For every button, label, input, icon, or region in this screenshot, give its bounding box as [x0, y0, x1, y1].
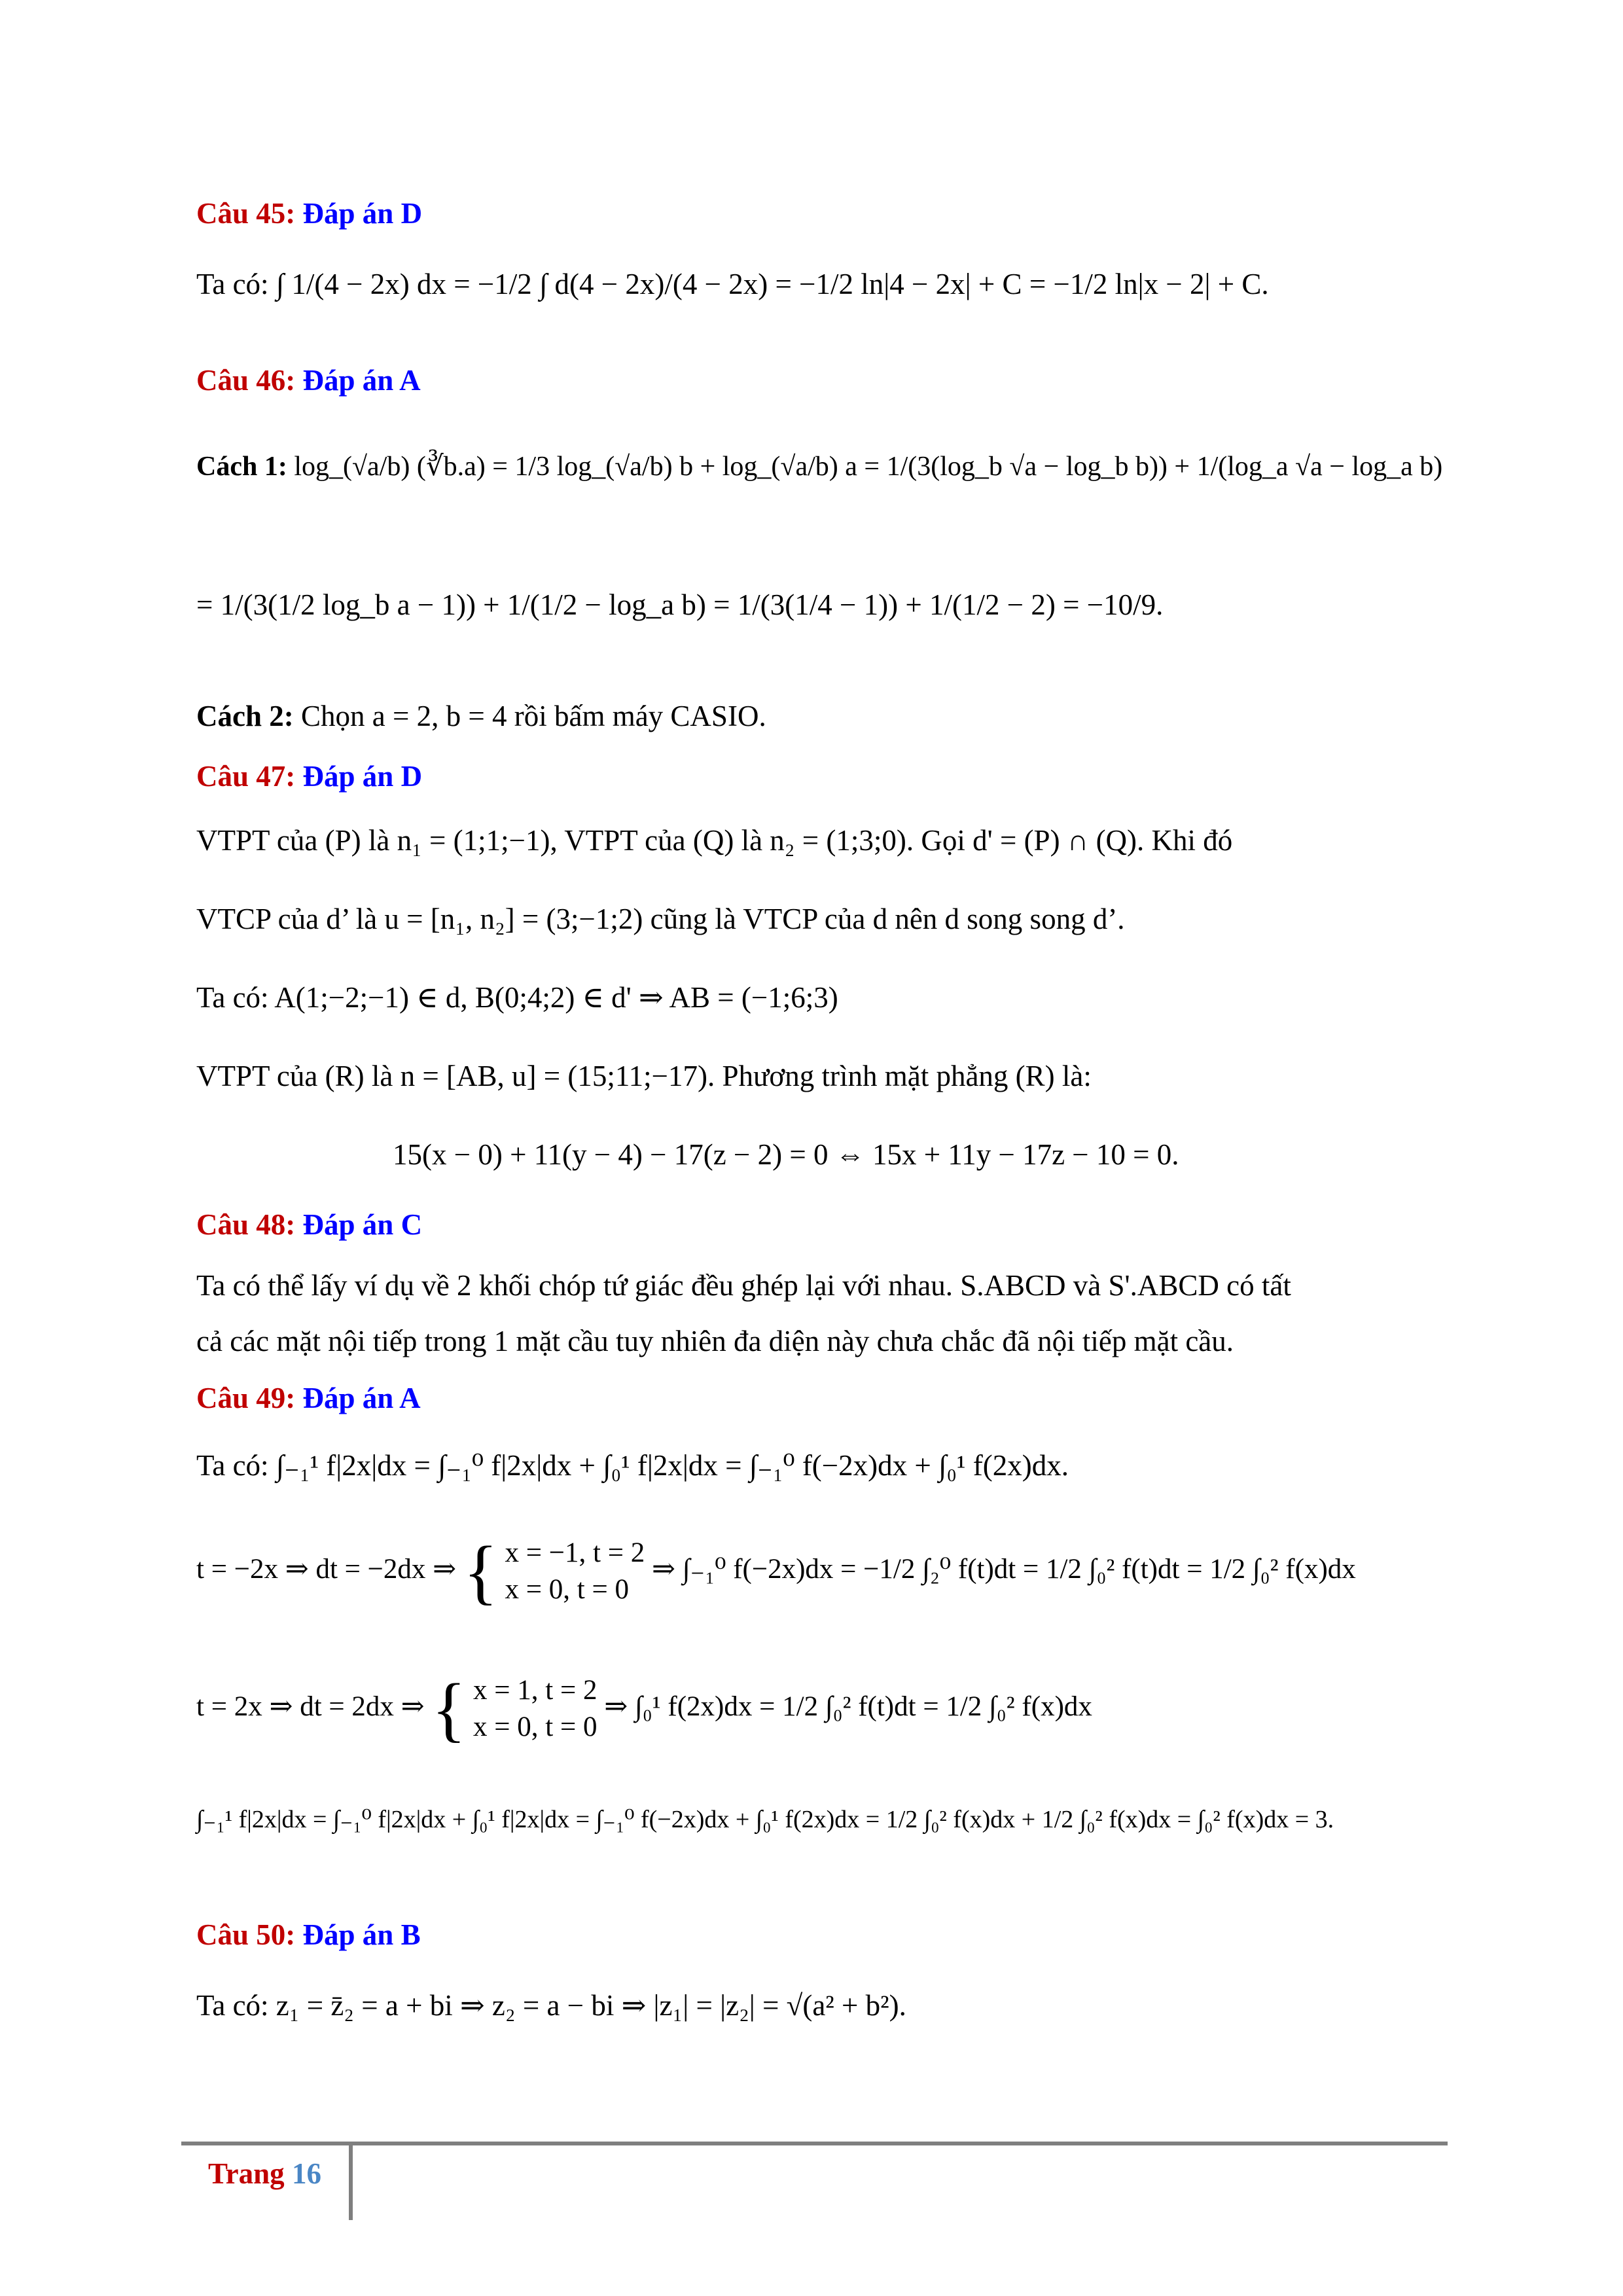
substitution-text: t = 2x ⇒ dt = 2dx ⇒	[196, 1691, 425, 1722]
q49-line-1	[196, 1450, 1069, 1482]
left-brace-icon: {	[431, 1668, 467, 1749]
math-formula: z₁ = z̄₂ = a + bi ⇒ z₂ = a − bi ⇒ |z₁| = |z₂| = √(a² + b²).	[276, 1989, 906, 2022]
method-label: Cách 1:	[196, 452, 287, 482]
answer-label: Đáp án D	[302, 197, 423, 230]
q49-line-2	[196, 1531, 1356, 1611]
page-number: 16	[291, 2157, 321, 2190]
substitution-system	[473, 1672, 597, 1746]
method-text: Chọn a = 2, b = 4 rồi bấm máy CASIO.	[300, 700, 766, 732]
substitution-system	[505, 1535, 645, 1608]
intro-text: Ta có:	[196, 1989, 269, 2022]
question-50-heading	[196, 1918, 421, 1952]
page-footer	[208, 2157, 321, 2191]
system-row: x = −1, t = 2	[505, 1537, 645, 1568]
question-label: Câu 48:	[196, 1208, 296, 1241]
question-label: Câu 46:	[196, 364, 296, 397]
answer-label: Đáp án B	[302, 1918, 421, 1951]
question-47-heading	[196, 759, 422, 793]
q47-line-2: VTCP của d’ là u = [n₁, n₂] = (3;−1;2) cũng là VTCP của d nên d song song d’.	[196, 903, 1125, 935]
question-48-heading	[196, 1208, 422, 1242]
q47-line-5: 15(x − 0) + 11(y − 4) − 17(z − 2) = 0 ⇔ 15x + 11y − 17z − 10 = 0.	[393, 1138, 1179, 1171]
math-formula: log_(√a/b) (∛b.a) = 1/3 log_(√a/b) b + log_(√a/b) a = 1/(3(log_b √a − log_b b)) + 1/(log_a √a − log_a b)	[294, 452, 1443, 482]
math-formula: ∫₋₁¹ f|2x|dx = ∫₋₁⁰ f|2x|dx + ∫₀¹ f|2x|dx = ∫₋₁⁰ f(−2x)dx + ∫₀¹ f(2x)dx.	[276, 1449, 1069, 1482]
footer-label: Trang	[208, 2157, 285, 2190]
intro-text: Ta có:	[196, 1449, 269, 1482]
q46-method-2	[196, 700, 766, 733]
system-row: x = 0, t = 0	[505, 1573, 629, 1605]
system-row: x = 1, t = 2	[473, 1675, 597, 1706]
answer-label: Đáp án D	[302, 760, 423, 793]
system-row: x = 0, t = 0	[473, 1711, 597, 1742]
question-label: Câu 47:	[196, 760, 296, 793]
q46-method-1	[196, 452, 1442, 482]
math-formula: = 1/(3(1/2 log_b a − 1)) + 1/(1/2 − log_a b) = 1/(3(1/4 − 1)) + 1/(1/2 − 2) = −10/9.	[196, 588, 1164, 621]
math-formula: ⇒ ∫₀¹ f(2x)dx = 1/2 ∫₀² f(t)dt = 1/2 ∫₀² f(x)dx	[604, 1691, 1092, 1722]
q50-solution	[196, 1990, 906, 2022]
question-45-heading	[196, 196, 422, 230]
answer-label: Đáp án C	[302, 1208, 423, 1241]
footer-rule	[181, 2142, 1448, 2145]
question-label: Câu 50:	[196, 1918, 296, 1951]
footer-divider	[349, 2142, 353, 2220]
math-formula: ∫ 1/(4 − 2x) dx = −1/2 ∫ d(4 − 2x)/(4 − 2x) = −1/2 ln|4 − 2x| + C = −1/2 ln|x − 2| + C.	[276, 268, 1269, 300]
substitution-text: t = −2x ⇒ dt = −2dx ⇒	[196, 1553, 457, 1585]
math-formula: ⇒ ∫₋₁⁰ f(−2x)dx = −1/2 ∫₂⁰ f(t)dt = 1/2 ∫₀² f(t)dt = 1/2 ∫₀² f(x)dx	[651, 1553, 1356, 1585]
answer-label: Đáp án A	[302, 1382, 421, 1414]
q49-line-3	[196, 1668, 1092, 1749]
q46-method-1-continued	[196, 589, 1163, 622]
question-49-heading	[196, 1381, 421, 1415]
q45-solution	[196, 268, 1269, 301]
q47-line-3: Ta có: A(1;−2;−1) ∈ d, B(0;4;2) ∈ d' ⇒ AB = (−1;6;3)	[196, 981, 838, 1014]
q48-line-1: Ta có thể lấy ví dụ về 2 khối chóp tứ giác đều ghép lại với nhau. S.ABCD và S'.ABCD có tất	[196, 1269, 1291, 1302]
answer-label: Đáp án A	[302, 364, 421, 397]
q47-line-1: VTPT của (P) là n₁ = (1;1;−1), VTPT của (Q) là n₂ = (1;3;0). Gọi d' = (P) ∩ (Q). Khi đó	[196, 824, 1233, 857]
q48-line-2: cả các mặt nội tiếp trong 1 mặt cầu tuy nhiên đa diện này chưa chắc đã nội tiếp mặt cầu.	[196, 1325, 1234, 1357]
q49-line-4: ∫₋₁¹ f|2x|dx = ∫₋₁⁰ f|2x|dx + ∫₀¹ f|2x|dx = ∫₋₁⁰ f(−2x)dx + ∫₀¹ f(2x)dx = 1/2 ∫₀² f(x)dx + 1/2 ∫₀² f(x)dx = ∫₀² f(x)dx = 3.	[196, 1806, 1334, 1833]
q47-line-4: VTPT của (R) là n = [AB, u] = (15;11;−17). Phương trình mặt phẳng (R) là:	[196, 1060, 1092, 1092]
intro-text: Ta có:	[196, 268, 269, 300]
question-46-heading	[196, 363, 421, 397]
left-brace-icon: {	[463, 1531, 498, 1611]
question-label: Câu 45:	[196, 197, 296, 230]
question-label: Câu 49:	[196, 1382, 296, 1414]
method-label: Cách 2:	[196, 700, 294, 732]
